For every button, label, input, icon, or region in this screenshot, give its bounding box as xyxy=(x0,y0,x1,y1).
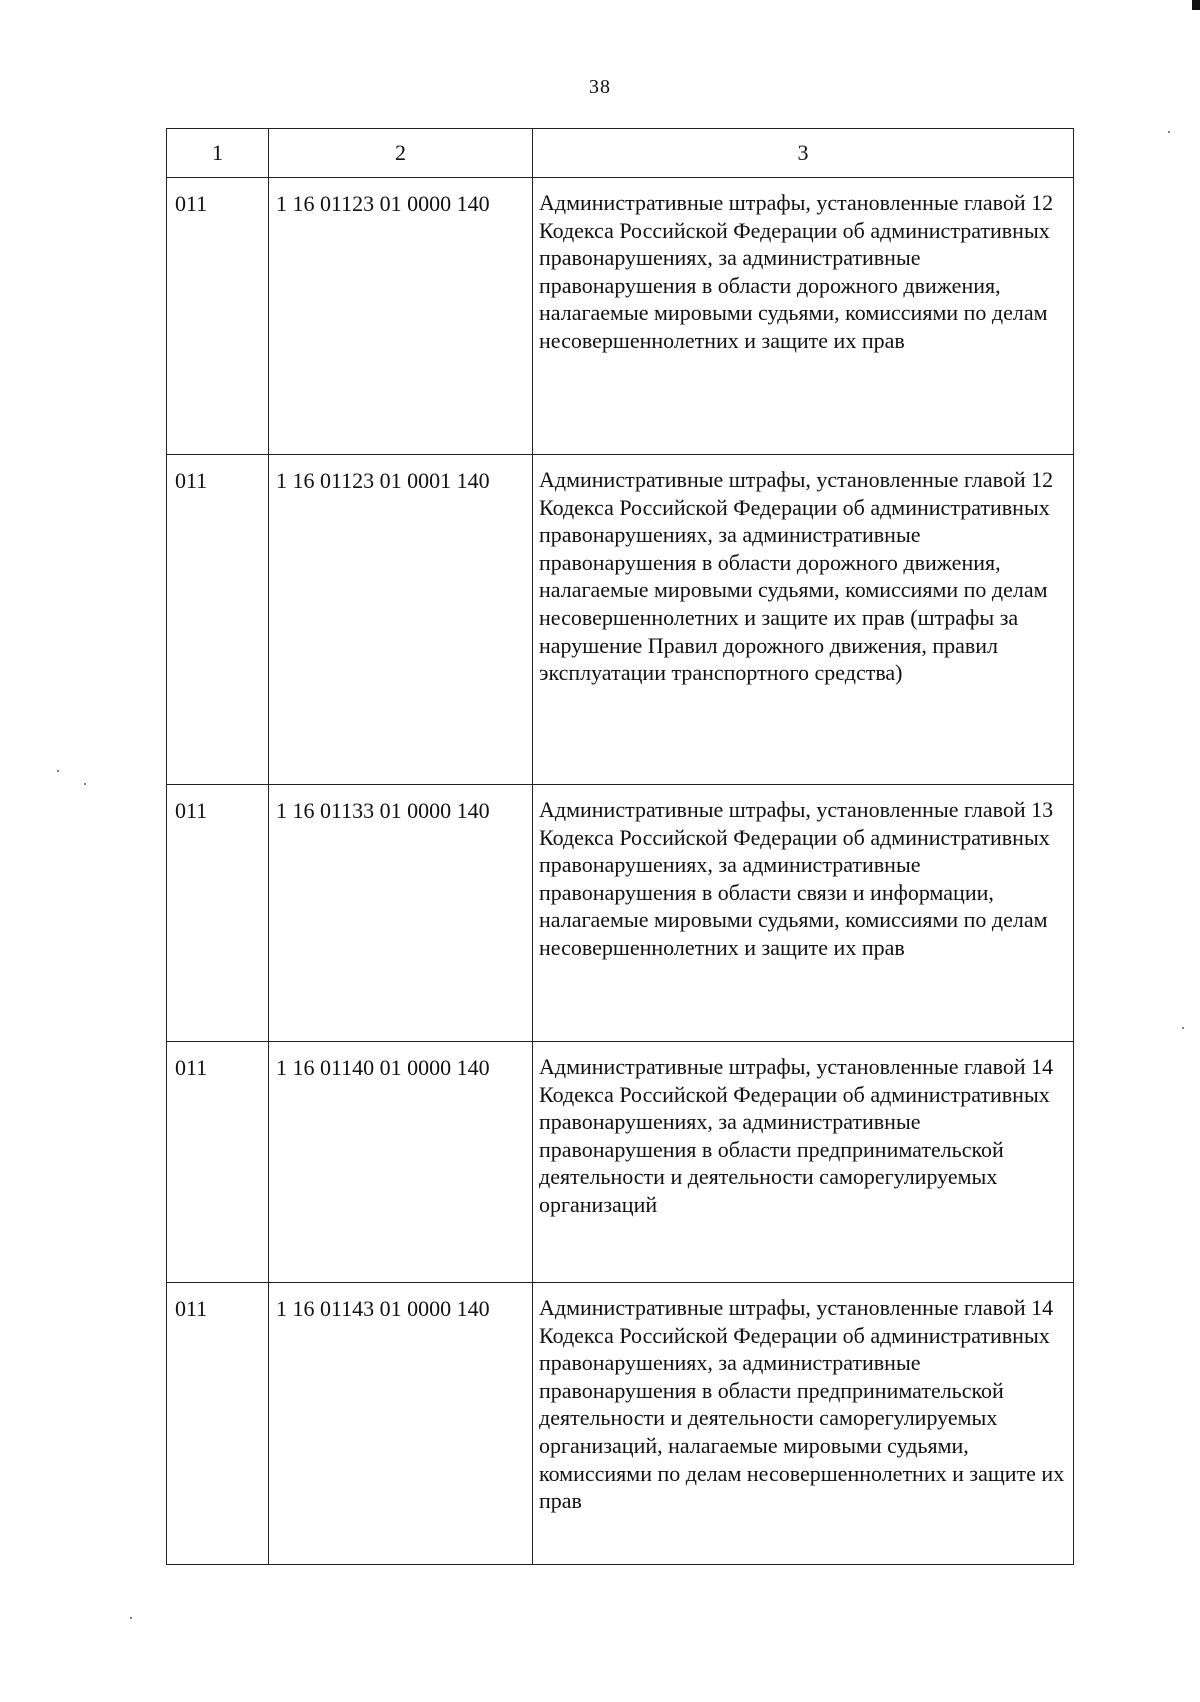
scan-speck xyxy=(84,783,86,785)
table-row xyxy=(167,1283,1074,1565)
table-row xyxy=(167,785,1074,1042)
scan-speck xyxy=(1168,131,1170,133)
administrator-code-cell: 011 xyxy=(167,455,269,785)
column-header-1: 1 xyxy=(167,129,269,178)
table-row xyxy=(167,1042,1074,1283)
budget-codes-table xyxy=(166,128,1074,1565)
administrator-code-cell: 011 xyxy=(167,785,269,1042)
scan-speck xyxy=(130,1617,132,1619)
scan-corner-mark xyxy=(1192,0,1200,10)
budget-classification-code-cell: 1 16 01123 01 0001 140 xyxy=(269,455,533,785)
table-header-row xyxy=(167,129,1074,178)
table-row xyxy=(167,178,1074,455)
revenue-description-cell: Административные штрафы, установленные главой 12 Кодекса Российской Федерации об административных правонарушениях, за административные правонарушения в области дорожного движения, налагаемые мировыми судьями, комиссиями по делам несовершеннолетних и защите их прав (штрафы за нарушение Правил дорожного движения, правил эксплуатации транспортного средства) xyxy=(533,455,1074,785)
revenue-description-cell: Административные штрафы, установленные главой 13 Кодекса Российской Федерации об административных правонарушениях, за административные правонарушения в области связи и информации, налагаемые мировыми судьями, комиссиями по делам несовершеннолетних и защите их прав xyxy=(533,785,1074,1042)
budget-classification-code-cell: 1 16 01133 01 0000 140 xyxy=(269,785,533,1042)
budget-classification-code-cell: 1 16 01123 01 0000 140 xyxy=(269,178,533,455)
budget-classification-code-cell: 1 16 01140 01 0000 140 xyxy=(269,1042,533,1283)
administrator-code-cell: 011 xyxy=(167,1042,269,1283)
table-row xyxy=(167,455,1074,785)
revenue-description-cell: Административные штрафы, установленные главой 14 Кодекса Российской Федерации об административных правонарушениях, за административные правонарушения в области предпринимательской деятельности и деятельности саморегулируемых организаций xyxy=(533,1042,1074,1283)
page-number: 38 xyxy=(589,76,611,98)
revenue-description-cell: Административные штрафы, установленные главой 14 Кодекса Российской Федерации об административных правонарушениях, за административные правонарушения в области предпринимательской деятельности и деятельности саморегулируемых организаций, налагаемые мировыми судьями, комиссиями по делам несовершеннолетних и защите их прав xyxy=(533,1283,1074,1565)
revenue-description-cell: Административные штрафы, установленные главой 12 Кодекса Российской Федерации об административных правонарушениях, за административные правонарушения в области дорожного движения, налагаемые мировыми судьями, комиссиями по делам несовершеннолетних и защите их прав xyxy=(533,178,1074,455)
administrator-code-cell: 011 xyxy=(167,1283,269,1565)
administrator-code-cell: 011 xyxy=(167,178,269,455)
column-header-3: 3 xyxy=(533,129,1074,178)
budget-classification-code-cell: 1 16 01143 01 0000 140 xyxy=(269,1283,533,1565)
column-header-2: 2 xyxy=(269,129,533,178)
scan-speck xyxy=(1182,1027,1184,1029)
scan-speck xyxy=(57,770,59,772)
